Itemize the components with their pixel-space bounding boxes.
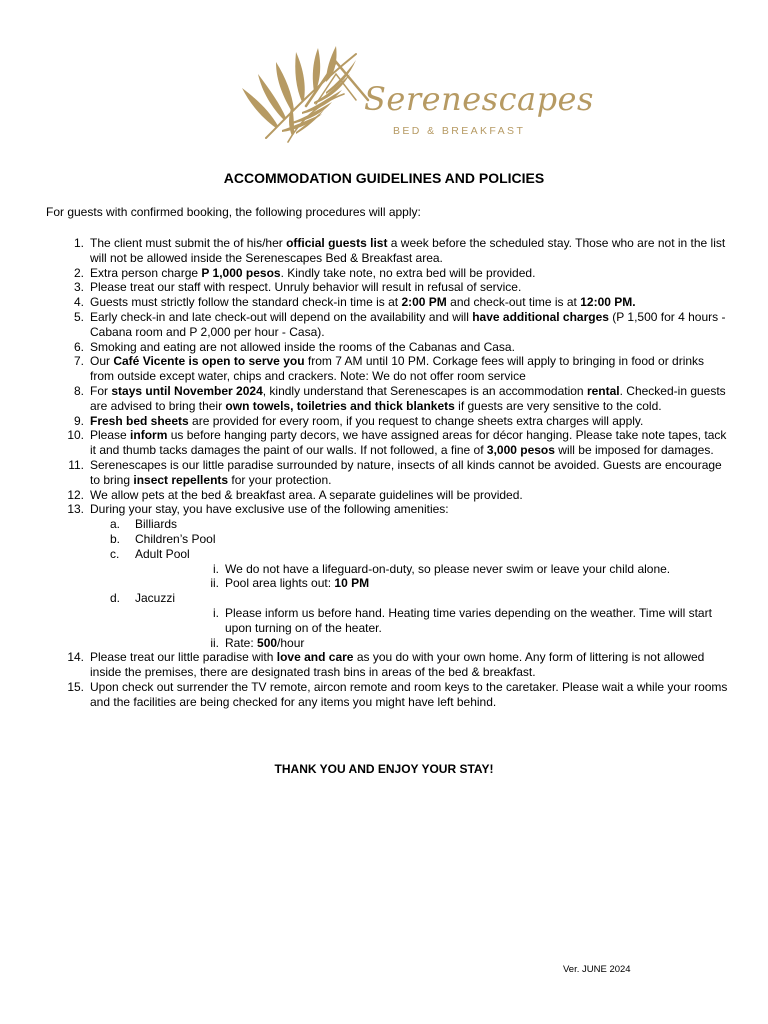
bold-text: stays until November 2024 [111, 383, 263, 398]
amenity-label: Billiards [135, 517, 178, 532]
guideline-number: 7. [73, 354, 84, 369]
detail-marker: i. [213, 605, 219, 620]
guideline-number: 12. [67, 487, 84, 502]
amenity-detail [135, 636, 730, 651]
text-segment: . Checked-in guests are advised to bring their [90, 383, 726, 413]
guideline-text [90, 458, 722, 487]
text-segment: (P 1,500 for 4 hours - Cabana room and P 2,000 per hour - Casa). [90, 309, 726, 339]
guideline-item [73, 339, 730, 355]
text-segment: Serenescapes is our little paradise surrounded by nature, insects of all kinds cannot be avoided. Guests are encourage to bring [90, 457, 722, 487]
guideline-number: 6. [73, 339, 84, 354]
text-segment: Upon check out surrender the TV remote, aircon remote and room keys to the caretaker. Please wait a while your rooms and the facilities are being checked for any items you might have left behind. [90, 679, 728, 709]
text-segment: us before hanging party decors, we have assigned areas for décor hanging. Please take note tapes, tack it and thumb tacks damages the paint of our walls. If not followed, a fine of [90, 428, 727, 458]
amenities-list [90, 517, 730, 650]
guideline-number: 8. [73, 383, 84, 398]
amenity-item [90, 532, 730, 547]
guideline-item [73, 309, 730, 340]
guideline-number: 11. [68, 457, 84, 472]
guideline-item [67, 487, 730, 503]
guideline-number: 13. [67, 502, 84, 517]
text-segment: a week before the scheduled stay. Those who are not in the list will not be allowed inside the Serenescapes Bed & Breakfast area. [90, 236, 726, 265]
bold-text: Café Vicente is open to serve you [113, 354, 305, 369]
guideline-text [90, 295, 636, 309]
text-segment: from 7 AM until 10 PM. Corkage fees will apply to bringing in food or drinks from outside except water, chips and crackers. Note: We do not offer room service [90, 354, 705, 384]
bold-text: 3,000 pesos [486, 443, 555, 458]
bold-text: rental [586, 383, 620, 398]
guideline-number: 4. [73, 295, 84, 310]
guideline-text [90, 680, 727, 709]
guideline-text [90, 414, 643, 428]
bold-text: 500 [257, 635, 278, 650]
text-segment: as you do with your own home. Any form of littering is not allowed inside the premises, there are designated trash bins in areas of the bed & breakfast. [90, 650, 705, 680]
guideline-item [68, 457, 730, 488]
text-segment: Guests must strictly follow the standard check-in time is at [90, 295, 402, 310]
amenity-detail [135, 606, 730, 636]
text-segment: are provided for every room, if you request to change sheets extra charges will apply. [188, 413, 644, 428]
amenity-item [90, 517, 730, 532]
text-segment: We do not have a lifeguard-on-duty, so please never swim or leave your child alone. [225, 561, 671, 576]
guideline-text [90, 310, 725, 339]
bold-text: 10 PM [334, 576, 370, 591]
bold-text: own towels, toiletries and thick blankets [225, 398, 455, 413]
text-segment: Extra person charge [90, 265, 202, 280]
brand-name: Serenescapes [364, 80, 594, 118]
bold-text: 2:00 PM [401, 295, 447, 310]
text-segment: Our [90, 354, 114, 369]
guideline-text [90, 236, 725, 265]
guideline-number: 14. [67, 650, 84, 665]
guideline-text [90, 266, 535, 280]
amenity-details [135, 562, 730, 592]
amenity-marker: c. [110, 546, 120, 561]
amenity-item [90, 547, 730, 591]
detail-text [225, 562, 670, 576]
text-segment: and check-out time is at [446, 295, 581, 310]
version-label: Ver. JUNE 2024 [563, 964, 631, 975]
amenity-detail [135, 576, 730, 591]
detail-text [225, 636, 304, 650]
text-segment: Please [90, 428, 131, 443]
text-segment: Rate: [225, 635, 258, 650]
amenity-detail [135, 562, 730, 577]
text-segment: for your protection. [228, 472, 332, 487]
detail-text [225, 606, 712, 635]
amenity-details [135, 606, 730, 650]
text-segment: if guests are very sensitive to the cold. [454, 398, 662, 413]
guideline-item [73, 413, 730, 429]
text-segment: Pool area lights out: [225, 576, 335, 591]
guideline-text [90, 354, 704, 383]
text-segment: We allow pets at the bed & breakfast area. A separate guidelines will be provided. [90, 487, 523, 502]
page-title: ACCOMMODATION GUIDELINES AND POLICIES [223, 170, 545, 186]
guideline-item [67, 428, 730, 458]
bold-text: love and care [276, 650, 354, 665]
guideline-text [90, 428, 726, 457]
guideline-item [67, 650, 730, 680]
amenity-marker: a. [110, 517, 121, 532]
text-segment: , kindly understand that Serenescapes is an accommodation [262, 383, 587, 398]
guideline-text [90, 280, 521, 294]
amenity-marker: b. [110, 531, 121, 546]
text-segment: Please inform us before hand. Heating time varies depending on the weather. Time will start upon turning on of the heater. [225, 605, 712, 635]
guideline-text [90, 340, 515, 354]
guideline-item [73, 236, 730, 266]
detail-text [225, 576, 369, 590]
guideline-item [73, 280, 730, 295]
guideline-item [73, 295, 730, 310]
bold-text: insect repellents [133, 472, 229, 487]
guideline-item [73, 354, 730, 384]
guideline-item [67, 679, 730, 710]
guideline-number: 9. [73, 413, 84, 428]
guideline-item [67, 502, 730, 650]
text-segment: For [90, 383, 112, 398]
guideline-item [73, 383, 730, 414]
amenity-item [90, 591, 730, 650]
intro-text: For guests with confirmed booking, the following procedures will apply: [46, 205, 421, 219]
guideline-text [90, 650, 704, 679]
detail-marker: ii. [210, 576, 219, 591]
text-segment: . Kindly take note, no extra bed will be provided. [280, 265, 536, 280]
guideline-number: 10. [67, 428, 84, 443]
text-segment: The client must submit the of his/her [90, 236, 287, 250]
amenity-marker: d. [110, 591, 121, 606]
detail-marker: ii. [210, 635, 219, 650]
bold-text: P 1,000 pesos [201, 265, 281, 280]
bold-text: have additional charges [472, 309, 609, 324]
text-segment: Smoking and eating are not allowed inside the rooms of the Cabanas and Casa. [90, 339, 515, 354]
amenity-label: Adult Pool [135, 546, 190, 561]
guideline-item [73, 265, 730, 281]
guideline-text [90, 488, 523, 502]
text-segment: /hour [277, 635, 305, 650]
guideline-number: 15. [67, 679, 84, 694]
bold-text: Fresh bed sheets [90, 413, 189, 428]
text-segment: Early check-in and late check-out will depend on the availability and will [90, 309, 473, 324]
text-segment: Please treat our staff with respect. Unruly behavior will result in refusal of service. [90, 280, 522, 295]
guideline-text [90, 502, 449, 516]
detail-marker: i. [213, 561, 219, 576]
amenity-label: Jacuzzi [135, 591, 176, 606]
guideline-number: 2. [73, 265, 84, 280]
text-segment: During your stay, you have exclusive use of the following amenities: [90, 502, 449, 517]
amenity-label: Children’s Pool [135, 531, 216, 546]
guideline-number: 5. [73, 309, 84, 324]
guideline-number: 3. [73, 280, 84, 295]
bold-text: 12:00 PM. [580, 295, 636, 310]
bold-text: official guests list [286, 236, 388, 250]
guidelines-list [67, 236, 730, 710]
text-segment: Please treat our little paradise with [90, 650, 277, 665]
closing-message: THANK YOU AND ENJOY YOUR STAY! [274, 762, 494, 776]
guideline-number: 1. [73, 236, 84, 250]
text-segment: will be imposed for damages. [554, 443, 714, 458]
guideline-text [90, 384, 726, 413]
brand-subtitle: BED & BREAKFAST [393, 125, 526, 137]
bold-text: inform [130, 428, 168, 443]
